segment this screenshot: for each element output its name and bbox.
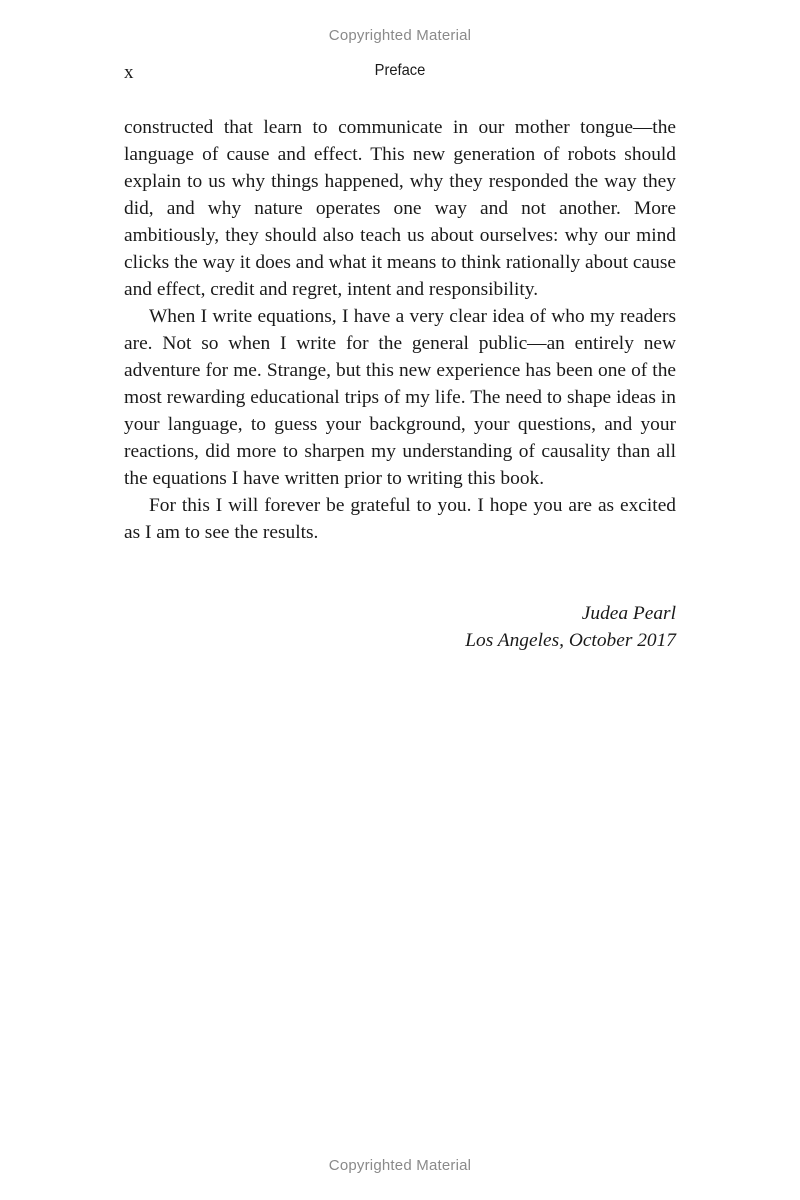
signature-place-date: Los Angeles, October 2017 <box>465 630 676 651</box>
signature-name: Judea Pearl <box>581 603 676 624</box>
paragraph-2: When I write equations, I have a very clear idea of who my readers are. Not so when I write for the general public—an entirely new adventure for me. Strange, but this new experience has been one of the most rewarding educational trips of my life. The need to shape ideas in your language, to guess your background, your questions, and your reactions, did more to sharpen my understanding of causality than all the equations I have written prior to writing this book. <box>124 306 676 489</box>
section-title: Preface <box>374 62 426 79</box>
page-number: x <box>124 62 134 83</box>
signature-block <box>124 600 676 654</box>
watermark-top: Copyrighted Material <box>328 27 472 44</box>
paragraph-3: For this I will forever be grateful to you. I hope you are as excited as I am to see the results. <box>124 495 676 543</box>
body-text <box>124 114 676 546</box>
watermark-bottom: Copyrighted Material <box>328 1157 472 1174</box>
running-head <box>124 62 676 84</box>
paragraph-1: constructed that learn to communicate in our mother tongue—the language of cause and effect. This new generation of robots should explain to us why things happened, why they responded the way they did, and why nature operates one way and not another. More ambitiously, they should also teach us about ourselves: why our mind clicks the way it does and what it means to think rationally about cause and effect, credit and regret, intent and responsibility. <box>124 117 676 300</box>
